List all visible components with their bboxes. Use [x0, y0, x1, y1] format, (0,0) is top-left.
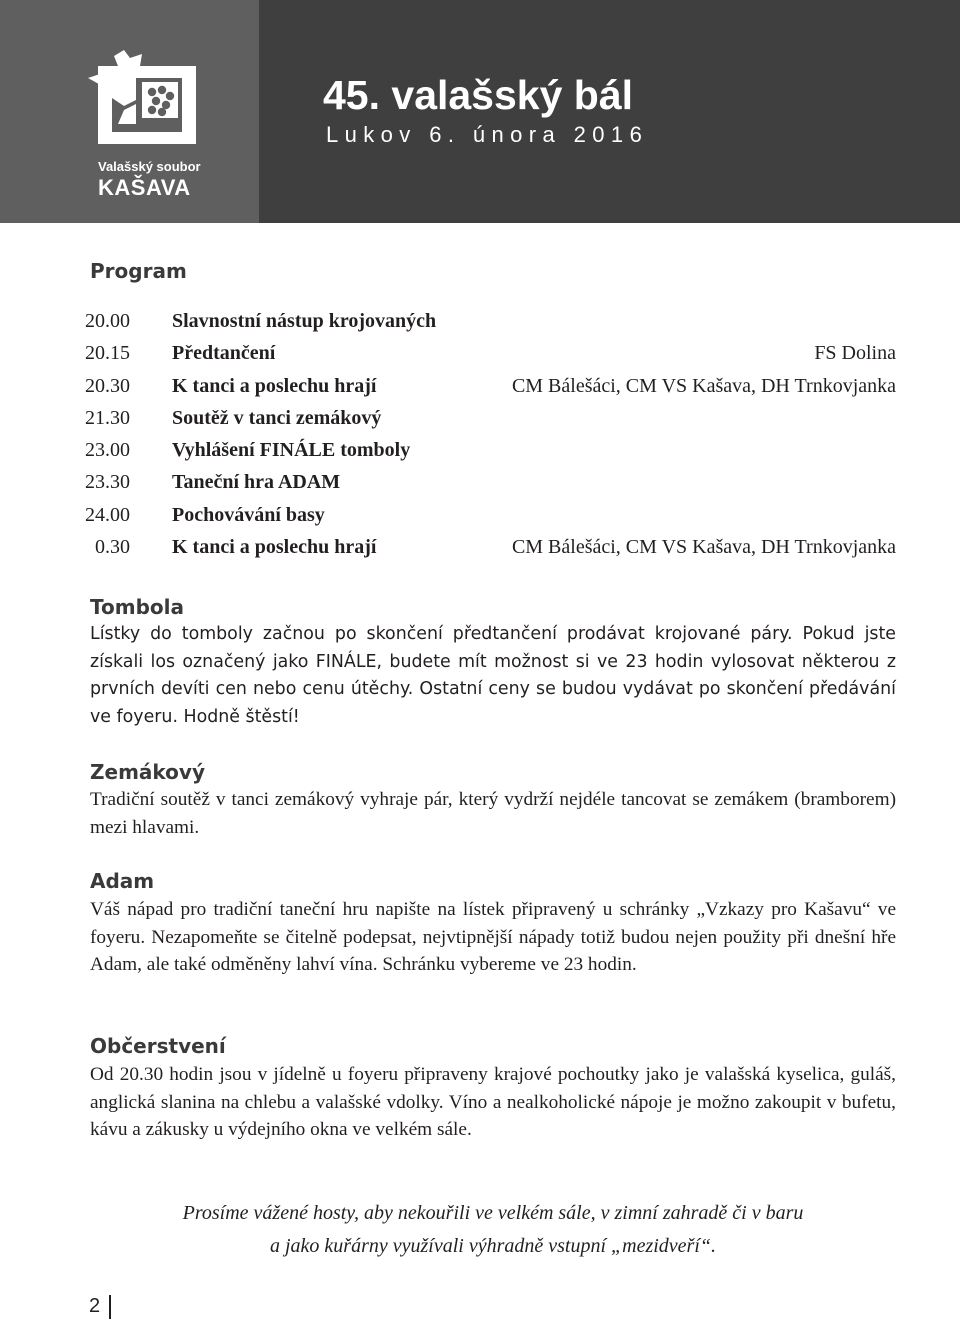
notice-line-1: Prosíme vážené hosty, aby nekouřili ve velkém sále, v zimní zahradě či v baru	[182, 1202, 804, 1224]
zemakovy-heading: Zemákový	[90, 760, 205, 784]
schedule-row	[85, 402, 896, 434]
event-title: 45. valašský bál	[323, 72, 634, 118]
schedule-time: 20.00	[85, 310, 130, 332]
notice-line-2: a jako kuřárny využívali výhradně vstupní „mezidveří“.	[269, 1235, 717, 1257]
page-number: 2	[89, 1295, 101, 1317]
schedule-event: Taneční hra ADAM	[172, 471, 341, 494]
program-schedule	[85, 305, 896, 563]
schedule-row	[85, 466, 896, 498]
kasava-logo-icon	[84, 48, 202, 152]
schedule-time: 24.00	[85, 503, 130, 526]
schedule-row	[85, 305, 896, 337]
zemakovy-text: Tradiční soutěž v tanci zemákový vyhraje pár, který vydrží nejdéle tancovat se zemákem (bramborem) mezi hlavami.	[90, 789, 896, 838]
logo-line-1: Valašský soubor	[98, 159, 201, 174]
logo-line-2: KAŠAVA	[98, 175, 191, 200]
adam-heading: Adam	[90, 869, 155, 893]
schedule-event: Slavnostní nástup krojovaných	[172, 310, 437, 332]
schedule-row	[85, 337, 896, 369]
schedule-time: 21.30	[85, 406, 130, 429]
schedule-performer: CM Bálešáci, CM VS Kašava, DH Trnkovjanka	[511, 536, 896, 559]
schedule-performer: FS Dolina	[814, 342, 896, 365]
schedule-event: Předtančení	[172, 342, 276, 365]
schedule-event: Vyhlášení FINÁLE tomboly	[172, 439, 411, 462]
schedule-event: K tanci a poslechu hrají	[172, 374, 377, 397]
schedule-time: 20.15	[85, 342, 130, 365]
logo-caption	[98, 159, 218, 201]
adam-text: Váš nápad pro tradiční taneční hru napište na lístek připravený u schránky „Vzkazy pro Kašavu“ ve foyeru. Nezapomeňte se čitelně podepsat, nejvtipnější nápady totiž budou nejen použity při dnešní hře Adam, ale také odměněny lahví vína. Schránku vybereme ve 23 hodin.	[90, 899, 896, 975]
tombola-text: Lístky do tomboly začnou po skončení předtančení prodávat krojované páry. Pokud jste získali los označený jako FINÁLE, budete mít možnost si ve 23 hodin vylosovat některou z prvních devíti cen nebo cenu útěchy. Ostatní ceny se budou vydávat po skončení předávání ve foyeru. Hodně štěstí!	[90, 624, 896, 727]
schedule-performer: CM Bálešáci, CM VS Kašava, DH Trnkovjanka	[511, 374, 896, 397]
obcerstveni-text: Od 20.30 hodin jsou v jídelně u foyeru připraveny krajové pochoutky jako je valašská kyselica, guláš, anglická slanina na chlebu a valašské vdolky. Víno a nealkoholické nápoje je možno zakoupit v bufetu, kávu a zákusky u výdejního okna ve velkém sále.	[90, 1064, 896, 1140]
schedule-time: 20.30	[85, 374, 130, 397]
schedule-row	[90, 531, 896, 563]
schedule-row	[85, 499, 896, 531]
schedule-event: Soutěž v tanci zemákový	[172, 406, 382, 429]
schedule-event: K tanci a poslechu hrají	[172, 536, 377, 559]
schedule-time: 0.30	[95, 536, 130, 559]
schedule-row	[85, 434, 896, 466]
smoking-notice	[90, 1197, 896, 1263]
schedule-time: 23.30	[85, 471, 130, 494]
header-logo-panel	[0, 0, 259, 223]
obcerstveni-heading: Občerstvení	[90, 1034, 226, 1058]
event-subtitle: Lukov 6. února 2016	[326, 122, 649, 147]
tombola-heading: Tombola	[90, 595, 184, 619]
program-heading: Program	[90, 259, 187, 283]
schedule-time: 23.00	[85, 439, 130, 462]
schedule-row	[85, 370, 896, 402]
schedule-event: Pochovávání basy	[172, 503, 325, 526]
page-number-divider	[109, 1295, 111, 1319]
